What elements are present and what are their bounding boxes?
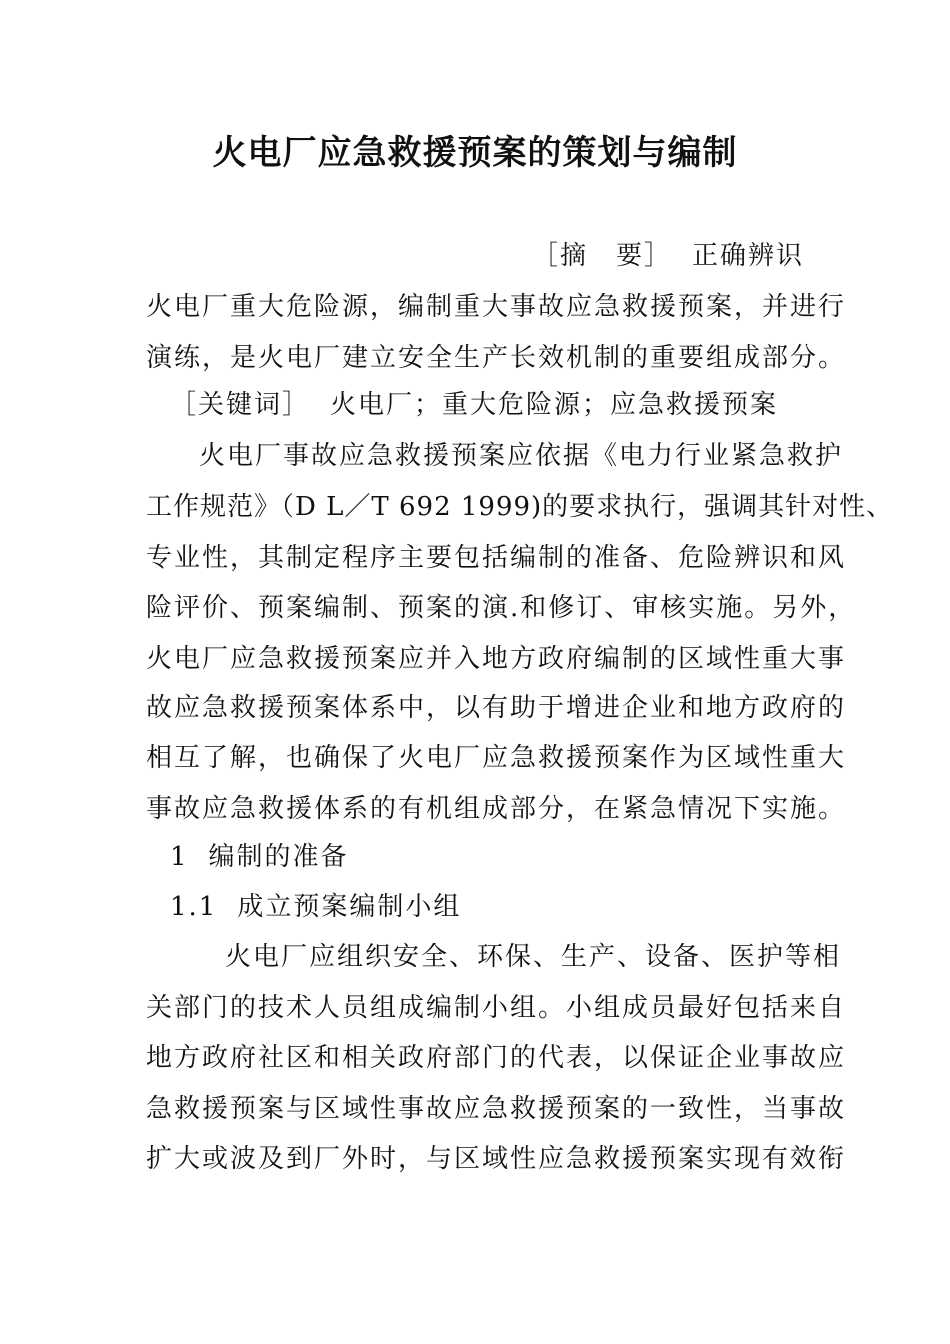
intro-line-0: 火电厂事故应急救援预案应依据《电力行业紧急救护 xyxy=(199,441,844,471)
abstract-line-0: 正确辨识 xyxy=(691,241,804,271)
keywords-label: ［关键词］ xyxy=(170,390,311,420)
keywords-text: 火电厂；重大危险源；应急救援预案 xyxy=(330,390,779,420)
section-1-title: 编制的准备 xyxy=(208,842,349,872)
abstract-first-line xyxy=(532,236,804,276)
intro-line-3: 险评价、预案编制、预案的演.和修订、审核实施。另外， xyxy=(146,593,857,623)
body-line-4: 扩大或波及到厂外时，与区域性应急救援预案实现有效衔 xyxy=(146,1144,847,1174)
section-1-number: 1 xyxy=(170,842,189,872)
section-1-heading xyxy=(170,837,349,877)
body-line-1: 关部门的技术人员组成编制小组。小组成员最好包括来自 xyxy=(146,993,847,1023)
abstract-line-2: 演练，是火电厂建立安全生产长效机制的重要组成部分。 xyxy=(146,343,847,373)
keywords-line xyxy=(170,385,778,425)
intro-line-5: 故应急救援预案体系中，以有助于增进企业和地方政府的 xyxy=(146,693,847,723)
section-1-1-number: 1.1 xyxy=(170,892,218,922)
intro-line-1: 工作规范》（D L／T 692 1999)的要求执行，强调其针对性、 xyxy=(146,492,894,522)
document-title: 火电厂应急救援预案的策划与编制 xyxy=(212,133,738,173)
abstract-label: ［摘 要］ xyxy=(531,241,672,271)
intro-line-7: 事故应急救援体系的有机组成部分，在紧急情况下实施。 xyxy=(146,794,847,824)
intro-line-4: 火电厂应急救援预案应并入地方政府编制的区域性重大事 xyxy=(146,644,847,674)
abstract-line-1: 火电厂重大危险源，编制重大事故应急救援预案，并进行 xyxy=(146,292,847,322)
section-1-1-heading xyxy=(170,887,461,927)
intro-line-6: 相互了解，也确保了火电厂应急救援预案作为区域性重大 xyxy=(146,743,847,773)
body-line-0: 火电厂应组织安全、环保、生产、设备、医护等相 xyxy=(225,942,842,972)
body-line-3: 急救援预案与区域性事故应急救援预案的一致性，当事故 xyxy=(146,1094,847,1124)
body-line-2: 地方政府社区和相关政府部门的代表，以保证企业事故应 xyxy=(146,1043,847,1073)
section-1-1-title: 成立预案编制小组 xyxy=(237,892,462,922)
intro-line-2: 专业性，其制定程序主要包括编制的准备、危险辨识和风 xyxy=(146,543,847,573)
